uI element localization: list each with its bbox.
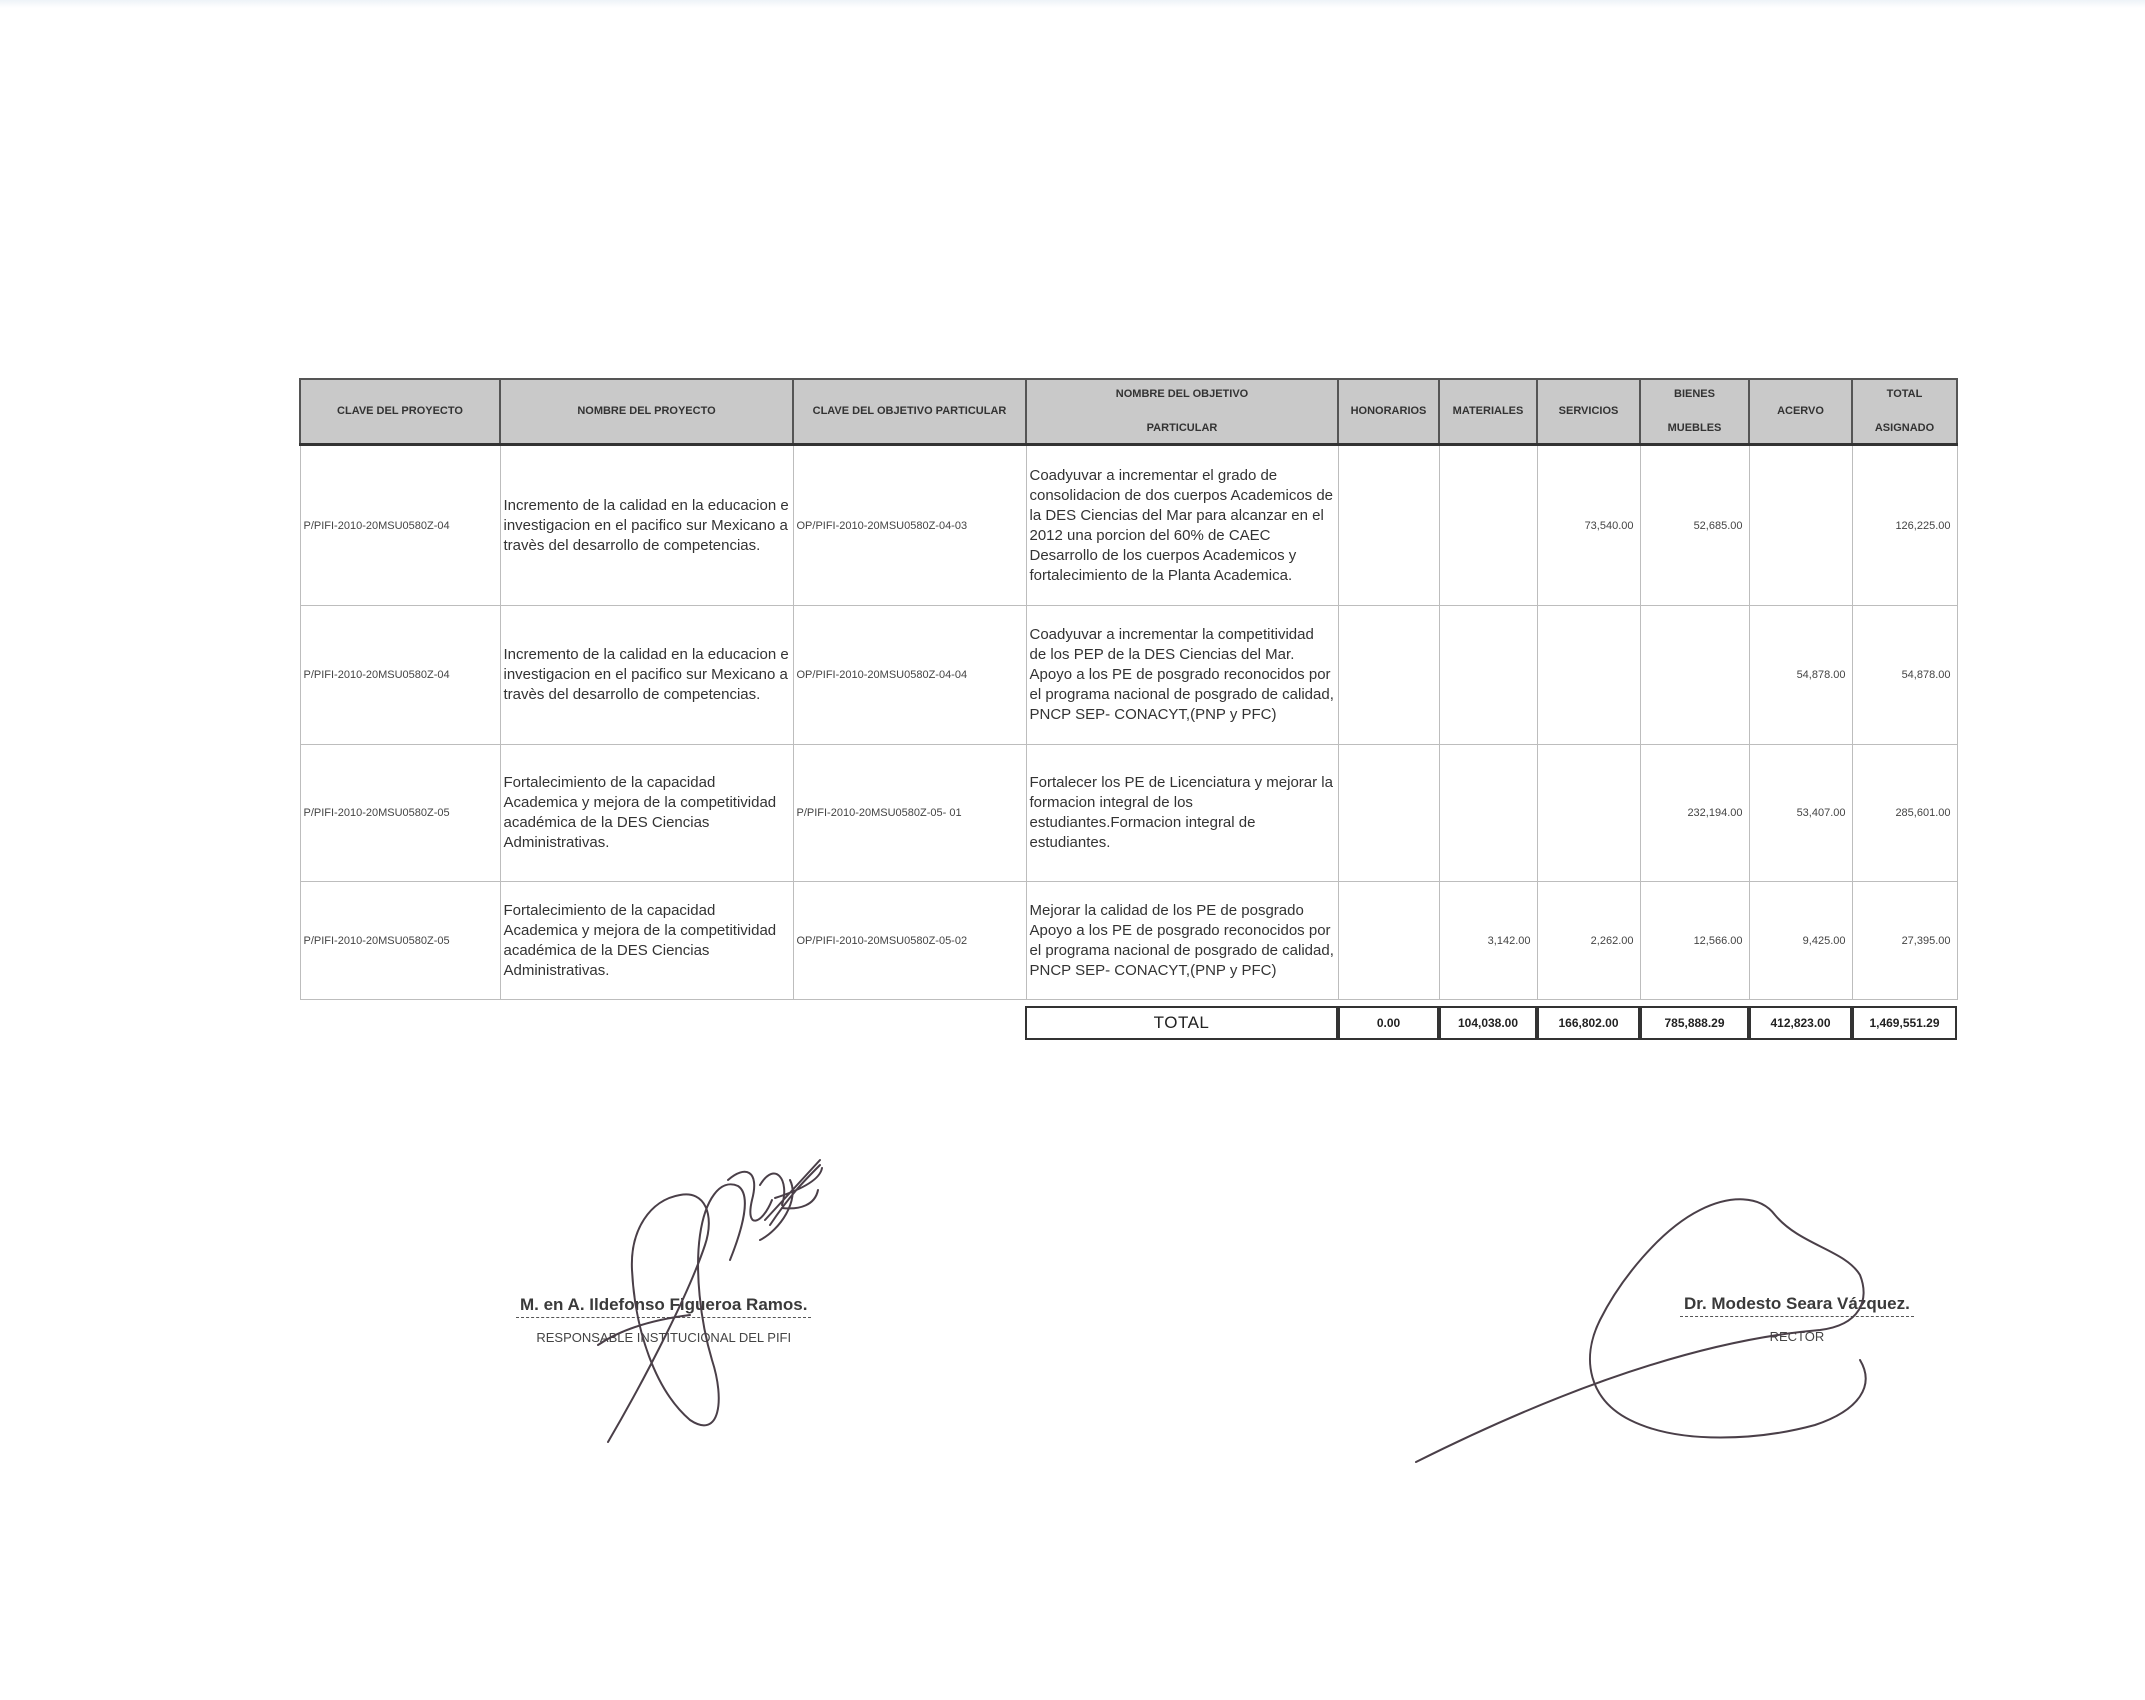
header-nombre-proyecto: NOMBRE DEL PROYECTO — [500, 379, 793, 445]
header-materiales: MATERIALES — [1439, 379, 1537, 445]
cell-bienes-muebles: 12,566.00 — [1640, 882, 1749, 1000]
header-clave-objetivo: CLAVE DEL OBJETIVO PARTICULAR — [793, 379, 1026, 445]
cell-nombre-proyecto: Fortalecimiento de la capacidad Academica y mejora de la competitividad académica de la DES Ciencias Administrativas. — [500, 882, 793, 1000]
header-bienes-line2: MUEBLES — [1667, 421, 1722, 434]
cell-servicios — [1537, 606, 1640, 745]
scan-top-edge — [0, 0, 2145, 8]
cell-servicios — [1537, 745, 1640, 882]
cell-acervo: 53,407.00 — [1749, 745, 1852, 882]
cell-bienes-muebles: 232,194.00 — [1640, 745, 1749, 882]
cell-materiales: 3,142.00 — [1439, 882, 1537, 1000]
total-honorarios: 0.00 — [1338, 1006, 1439, 1040]
cell-clave-proyecto: P/PIFI-2010-20MSU0580Z-04 — [300, 445, 500, 606]
header-total-line1: TOTAL — [1886, 387, 1923, 400]
signatory-name-left: M. en A. Ildefonso Figueroa Ramos. — [516, 1295, 811, 1318]
cell-nombre-objetivo: Fortalecer los PE de Licenciatura y mejorar la formacion integral de los estudiantes.Formacion integral de estudiantes. — [1026, 745, 1338, 882]
cell-total-asignado: 126,225.00 — [1852, 445, 1957, 606]
cell-honorarios — [1338, 445, 1439, 606]
header-total-asignado — [1852, 379, 1957, 445]
header-nombre-objetivo-line1: NOMBRE DEL OBJETIVO — [1115, 387, 1249, 400]
cell-servicios: 73,540.00 — [1537, 445, 1640, 606]
header-clave-proyecto: CLAVE DEL PROYECTO — [300, 379, 500, 445]
header-honorarios: HONORARIOS — [1338, 379, 1439, 445]
cell-acervo: 54,878.00 — [1749, 606, 1852, 745]
total-bienes-muebles: 785,888.29 — [1640, 1006, 1749, 1040]
cell-bienes-muebles: 52,685.00 — [1640, 445, 1749, 606]
cell-materiales — [1439, 745, 1537, 882]
cell-nombre-objetivo: Mejorar la calidad de los PE de posgrado Apoyo a los PE de posgrado reconocidos por el programa nacional de posgrado de calidad, PNCP SEP- CONACYT,(PNP y PFC) — [1026, 882, 1338, 1000]
cell-nombre-proyecto: Incremento de la calidad en la educacion e investigacion en el pacifico sur Mexicano a travès del desarrollo de competencias. — [500, 445, 793, 606]
total-asignado: 1,469,551.29 — [1852, 1006, 1957, 1040]
signatory-title-right: RECTOR — [1769, 1329, 1825, 1344]
cell-materiales — [1439, 445, 1537, 606]
total-acervo: 412,823.00 — [1749, 1006, 1852, 1040]
header-nombre-objetivo-line2: PARTICULAR — [1146, 421, 1218, 434]
cell-clave-proyecto: P/PIFI-2010-20MSU0580Z-05 — [300, 882, 500, 1000]
table-row — [300, 882, 1957, 1000]
header-bienes-line1: BIENES — [1674, 387, 1715, 400]
table-row — [300, 606, 1957, 745]
cell-total-asignado: 285,601.00 — [1852, 745, 1957, 882]
cell-acervo: 9,425.00 — [1749, 882, 1852, 1000]
total-label: TOTAL — [1025, 1006, 1338, 1040]
cell-clave-objetivo: OP/PIFI-2010-20MSU0580Z-05-02 — [793, 882, 1026, 1000]
cell-clave-proyecto: P/PIFI-2010-20MSU0580Z-05 — [300, 745, 500, 882]
cell-materiales — [1439, 606, 1537, 745]
cell-nombre-objetivo: Coadyuvar a incrementar la competitividad de los PEP de la DES Ciencias del Mar. Apoyo a los PE de posgrado reconocidos por el programa nacional de posgrado de calidad, PNCP SEP- CONACYT,(PNP y PFC) — [1026, 606, 1338, 745]
cell-clave-proyecto: P/PIFI-2010-20MSU0580Z-04 — [300, 606, 500, 745]
cell-clave-objetivo: OP/PIFI-2010-20MSU0580Z-04-04 — [793, 606, 1026, 745]
cell-nombre-objetivo: Coadyuvar a incrementar el grado de consolidacion de dos cuerpos Academicos de la DES Ciencias del Mar para alcanzar en el 2012 una porcion del 60% de CAEC Desarrollo de los cuerpos Academicos y fortalecimiento de la Planta Academica. — [1026, 445, 1338, 606]
cell-nombre-proyecto: Fortalecimiento de la capacidad Academica y mejora de la competitividad académica de la DES Ciencias Administrativas. — [500, 745, 793, 882]
cell-honorarios — [1338, 745, 1439, 882]
cell-clave-objetivo: OP/PIFI-2010-20MSU0580Z-04-03 — [793, 445, 1026, 606]
cell-servicios: 2,262.00 — [1537, 882, 1640, 1000]
signatory-title-left: RESPONSABLE INSTITUCIONAL DEL PIFI — [536, 1330, 792, 1345]
table-row — [300, 445, 1957, 606]
table-header-row — [300, 379, 1957, 445]
header-acervo: ACERVO — [1749, 379, 1852, 445]
cell-clave-objetivo: P/PIFI-2010-20MSU0580Z-05- 01 — [793, 745, 1026, 882]
budget-table — [299, 378, 1958, 1000]
header-bienes-muebles — [1640, 379, 1749, 445]
signature-block-right — [1680, 1294, 1914, 1344]
cell-nombre-proyecto: Incremento de la calidad en la educacion e investigacion en el pacifico sur Mexicano a travès del desarrollo de competencias. — [500, 606, 793, 745]
totals-row — [1025, 1006, 1957, 1040]
total-materiales: 104,038.00 — [1439, 1006, 1537, 1040]
header-nombre-objetivo — [1026, 379, 1338, 445]
signatory-name-right: Dr. Modesto Seara Vázquez. — [1680, 1294, 1914, 1317]
header-servicios: SERVICIOS — [1537, 379, 1640, 445]
total-servicios: 166,802.00 — [1537, 1006, 1640, 1040]
header-total-line2: ASIGNADO — [1874, 421, 1935, 434]
cell-honorarios — [1338, 882, 1439, 1000]
cell-honorarios — [1338, 606, 1439, 745]
cell-total-asignado: 27,395.00 — [1852, 882, 1957, 1000]
cell-total-asignado: 54,878.00 — [1852, 606, 1957, 745]
cell-acervo — [1749, 445, 1852, 606]
cell-bienes-muebles — [1640, 606, 1749, 745]
signature-block-left — [516, 1295, 811, 1345]
table-row — [300, 745, 1957, 882]
